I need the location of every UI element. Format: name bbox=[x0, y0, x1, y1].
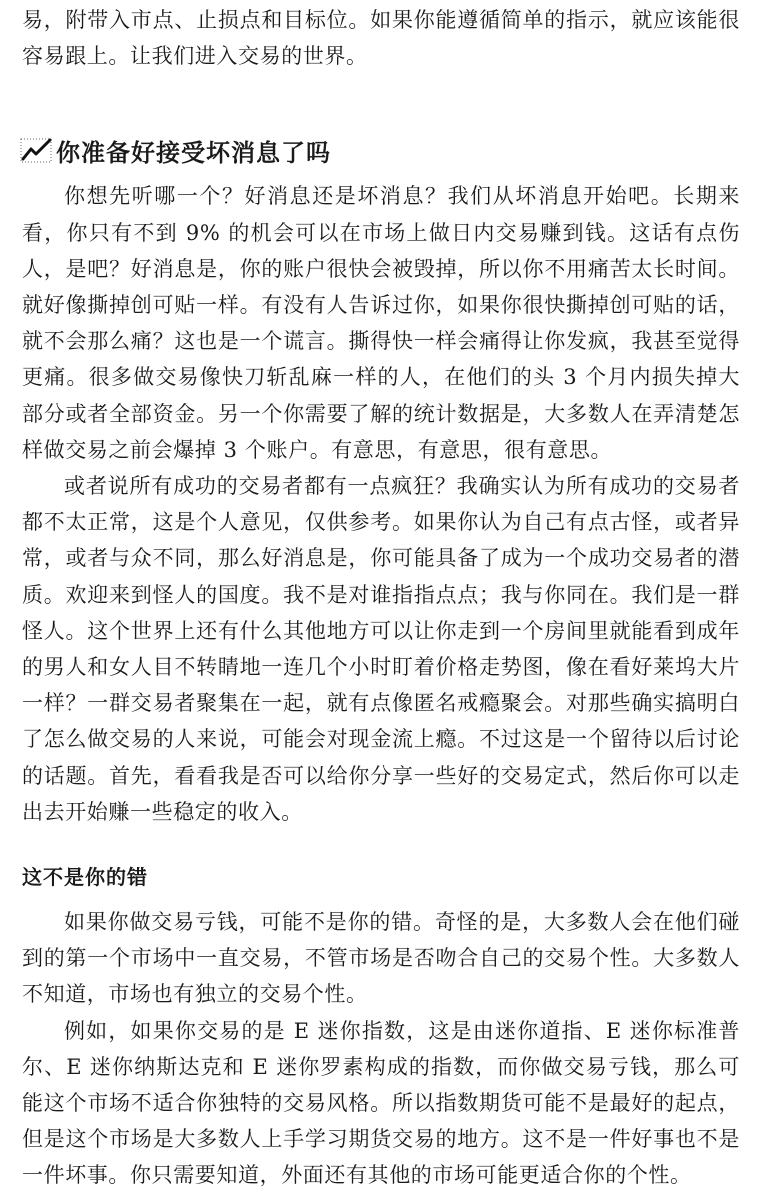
intro-text: 易，附带入市点、止损点和目标位。如果你能遵循简单的指示，就应该能很容易跟上。让我们进入交易的世界。 bbox=[22, 8, 740, 69]
paragraph: 如果你做交易亏钱，可能不是你的错。奇怪的是，大多数人会在他们碰到的第一个市场中一直交易，不管市场是否吻合自己的交易个性。大多数人不知道，市场也有独立的交易个性。 bbox=[22, 910, 740, 1007]
section-heading-bad-news bbox=[20, 130, 740, 170]
chart-trend-icon bbox=[20, 136, 54, 164]
paragraph: 你想先听哪一个？好消息还是坏消息？我们从坏消息开始吧。长期来看，你只有不到 9% 的机会可以在市场上做日内交易赚到钱。这话有点伤人，是吧？好消息是，你的账户很快会被毁掉，所以你不用痛苦太长时间。就好像撕掉创可贴一样。有没有人告诉过你，如果你很快撕掉创可贴的话，就不会那么痛？这也是一个谎言。撕得快一样会痛得让你发疯，我甚至觉得更痛。很多做交易像快刀斩乱麻一样的人，在他们的头 3 个月内损失掉大部分或者全部资金。另一个你需要了解的统计数据是，大多数人在弄清楚怎样做交易之前会爆掉 3 个账户。有意思，有意思，很有意思。 bbox=[22, 184, 740, 462]
book-page bbox=[0, 2, 758, 1188]
paragraph: 例如，如果你交易的是 E 迷你指数，这是由迷你道指、E 迷你标准普尔、E 迷你纳斯达克和 E 迷你罗素构成的指数，而你做交易亏钱，那么可能这个市场不适合你独特的交易风格。所以指数期货可能不是最好的起点，但是这个市场是大多数人上手学习期货交易的地方。这不是一件好事也不是一件坏事。你只需要知道，外面还有其他的市场可能更适合你的个性。 bbox=[22, 1018, 740, 1188]
section-title: 你准备好接受坏消息了吗 bbox=[56, 138, 331, 167]
paragraph: 或者说所有成功的交易者都有一点疯狂？我确实认为所有成功的交易者都不太正常，这是个人意见，仅供参考。如果你认为自己有点古怪，或者异常，或者与众不同，那么好消息是，你可能具备了成为一个成功交易者的潜质。欢迎来到怪人的国度。我不是对谁指指点点；我与你同在。我们是一群怪人。这个世界上还有什么其他地方可以让你走到一个房间里就能看到成年的男人和女人目不转睛地一连几个小时盯着价格走势图，像在看好莱坞大片一样？一群交易者聚集在一起，就有点像匿名戒瘾聚会。对那些确实搞明白了怎么做交易的人来说，可能会对现金流上瘾。不过这是一个留待以后讨论的话题。首先，看看我是否可以给你分享一些好的交易定式，然后你可以走出去开始赚一些稳定的收入。 bbox=[22, 474, 740, 824]
subheading-not-your-fault: 这不是你的错 bbox=[22, 865, 148, 890]
